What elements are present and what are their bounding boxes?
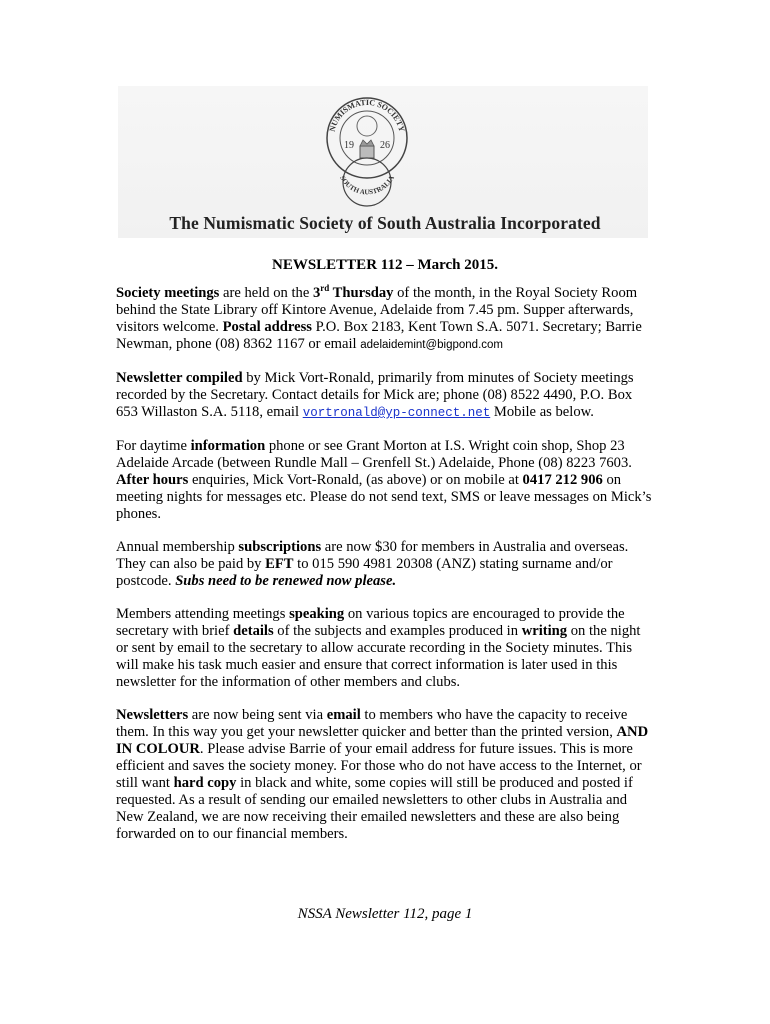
seal-ring-text: NUMISMATIC SOCIETY <box>327 97 407 133</box>
newsletter-body <box>116 285 656 859</box>
page-footer: NSSA Newsletter 112, page 1 <box>297 906 473 922</box>
compiler-email-link[interactable]: vortronald@yp-connect.net <box>302 406 491 420</box>
newsletter-title: NEWSLETTER 112 – March 2015. <box>271 257 498 273</box>
secretary-email[interactable]: adelaidemint@bigpond.com <box>360 339 503 351</box>
society-seal-logo <box>322 92 412 210</box>
seal-ring-text-lower: SOUTH AUSTRALIA <box>338 174 396 197</box>
svg-text:NUMISMATIC SOCIETY <box>328 98 407 133</box>
paragraph-meetings: Society meetings are held on the 3rd Thursday of the month, in the Royal Society Room behind the State Library off Kintore Avenue, Adelaide from 7.45 pm. Supper afterwards, visitors welcome. Postal address P.O. Box 2183, Kent Town S.A. 5071. Secretary; Barrie Newman, phone (08) 8362 1167 or email adelaidemint@bigpond.com <box>116 283 642 352</box>
seal-year-right: 26 <box>380 140 390 151</box>
paragraph-newsletters: Newsletters are now being sent via email to members who have the capacity to receive them. In this way you get your newsletter quicker and better than the printed version, AND IN COLOUR. Please advise Barrie of your email address for future issues. This is more efficient and saves the society money. For those who do not have access to the Internet, or still want hard copy in black and white, some copies will still be produced and posted if requested. As a result of sending our emailed newsletters to other clubs in Australia and New Zealand, we are now receiving their emailed newsletters and these are also being forwarded on to our financial members. <box>116 707 649 842</box>
paragraph-subscriptions: Annual membership subscriptions are now $30 for members in Australia and overseas. They can also be paid by EFT to 015 590 4981 20308 (ANZ) stating surname and/or postcode. Subs need to be renewed now please. <box>116 539 629 589</box>
paragraph-information: For daytime information phone or see Grant Morton at I.S. Wright coin shop, Shop 23 Adelaide Arcade (between Rundle Mall – Grenfell St.) Adelaide, Phone (08) 8223 7603. After hours enquiries, Mick Vort-Ronald, (as above) or on mobile at 0417 212 906 on meeting nights for messages etc. Please do not send text, SMS or leave messages on Mick’s phones. <box>116 438 652 522</box>
society-name: The Numismatic Society of South Australia Incorporated <box>169 213 601 233</box>
seal-year-left: 19 <box>344 140 354 151</box>
paragraph-speaking: Members attending meetings speaking on various topics are encouraged to provide the secretary with brief details of the subjects and examples produced in writing on the night or sent by email to the secretary to allow accurate recording in the Society minutes. This will make his task much easier and ensure that correct information is later used in this newsletter for the information of other members and clubs. <box>116 606 641 690</box>
paragraph-compiled: Newsletter compiled by Mick Vort-Ronald, primarily from minutes of Society meetings recorded by the Secretary. Contact details for Mick are; phone (08) 8522 4490, P.O. Box 653 Willaston S.A. 5118, email vortronald@yp-connect.net Mobile as below. <box>116 370 634 420</box>
